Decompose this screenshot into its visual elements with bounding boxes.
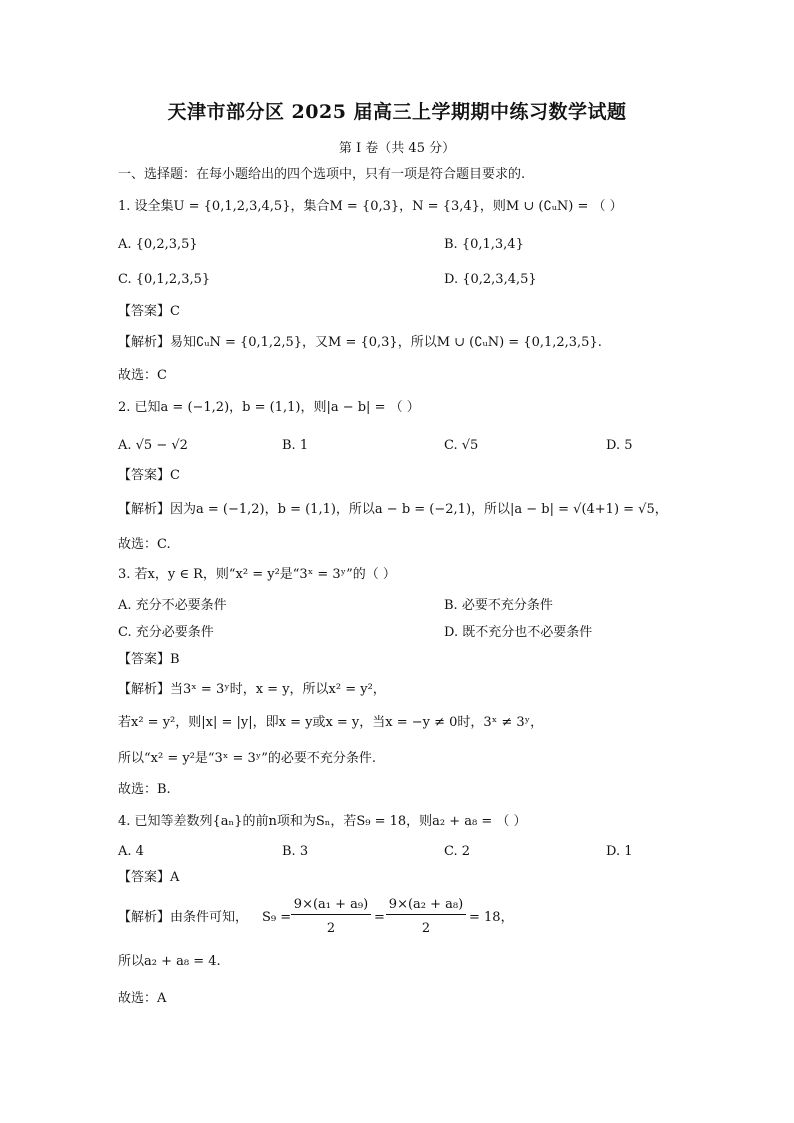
q4-analysis-2: 所以a₂ + a₈ = 4. <box>118 954 221 969</box>
q2-option-d: D. 5 <box>606 438 633 453</box>
q3-analysis-3: 所以“x² = y²是“3ˣ = 3ʸ”的必要不充分条件. <box>118 751 377 766</box>
q3-option-d: D. 既不充分也不必要条件 <box>444 625 593 640</box>
q4-option-b: B. 3 <box>282 844 309 859</box>
q4-fraction-2-denominator: 2 <box>421 921 431 936</box>
q3-analysis-2: 若x² = y²，则|x| = |y|，即x = y或x = y，当x = −y ≠ 0时，3ˣ ≠ 3ʸ， <box>118 715 544 730</box>
q3-analysis-1: 【解析】当3ˣ = 3ʸ时，x = y，所以x² = y²， <box>118 682 386 697</box>
q4-option-a: A. 4 <box>118 844 144 859</box>
q4-option-d: D. 1 <box>606 844 633 859</box>
q3-option-c: C. 充分必要条件 <box>118 625 214 640</box>
q1-option-b: B. {0,1,3,4} <box>444 237 524 252</box>
q1-option-c: C. {0,1,2,3,5} <box>118 272 211 287</box>
q4-fraction-1-numerator: 9×(a₁ + a₉) <box>291 896 371 915</box>
q2-option-a: A. √5 − √2 <box>118 438 188 453</box>
q1-option-a: A. {0,2,3,5} <box>118 237 198 252</box>
q2-answer: 【答案】C <box>118 468 180 483</box>
q4-conclusion: 故选：A <box>118 991 167 1006</box>
q3-option-b: B. 必要不充分条件 <box>444 598 553 613</box>
q1-analysis: 【解析】易知∁ᵤN = {0,1,2,5}，又M = {0,3}，所以M ∪ (∁ᵤN) = {0,1,2,3,5}. <box>118 335 602 350</box>
page-subtitle: 第 I 卷（共 45 分） <box>338 141 456 156</box>
q1-conclusion: 故选：C <box>118 368 167 383</box>
q4-analysis-prefix: 【解析】由条件可知， <box>118 910 249 925</box>
section-heading: 一、选择题：在每小题给出的四个选项中，只有一项是符合题目要求的. <box>118 167 526 182</box>
q3-conclusion: 故选：B. <box>118 782 171 797</box>
q4-stem: 4. 已知等差数列{aₙ}的前n项和为Sₙ，若S₉ = 18，则a₂ + a₈ = （ ） <box>118 814 527 829</box>
q2-conclusion: 故选：C. <box>118 537 171 552</box>
q3-option-a: A. 充分不必要条件 <box>118 598 227 613</box>
q4-result: = 18， <box>469 910 514 925</box>
q4-fraction-1-denominator: 2 <box>326 921 336 936</box>
q2-option-c: C. √5 <box>444 438 479 453</box>
q4-option-c: C. 2 <box>444 844 471 859</box>
q2-analysis: 【解析】因为a = (−1,2)，b = (1,1)，所以a − b = (−2,1)，所以|a − b| = √(4+1) = √5， <box>118 502 668 517</box>
q2-option-b: B. 1 <box>282 438 309 453</box>
q1-answer: 【答案】C <box>118 304 180 319</box>
q4-s9-label: S₉ = <box>262 910 292 925</box>
q4-equals: = <box>374 910 385 925</box>
q4-answer: 【答案】A <box>118 870 180 885</box>
q2-stem: 2. 已知a = (−1,2)，b = (1,1)，则|a − b| = （ ） <box>118 400 420 415</box>
q3-stem: 3. 若x，y ∈ R，则“x² = y²是“3ˣ = 3ʸ”的（ ） <box>118 567 396 582</box>
q1-stem: 1. 设全集U = {0,1,2,3,4,5}，集合M = {0,3}，N = {3,4}，则M ∪ (∁ᵤN) = （ ） <box>118 199 623 214</box>
q3-answer: 【答案】B <box>118 652 180 667</box>
q4-fraction-2-numerator: 9×(a₂ + a₈) <box>386 896 466 915</box>
page-title: 天津市部分区 2025 届高三上学期期中练习数学试题 <box>167 101 627 123</box>
q1-option-d: D. {0,2,3,4,5} <box>444 272 537 287</box>
